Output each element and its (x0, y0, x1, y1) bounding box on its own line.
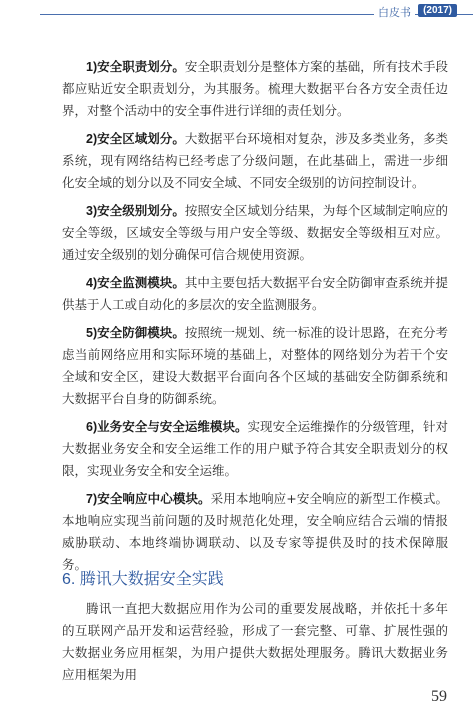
module-paragraph-2 (62, 128, 448, 194)
module-text: 实现安全运维操作的分级管理，针对大数据业务安全和安全运维工作的用户赋予符合其安全职责划分的权限，实现业务安全和安全运维。 (62, 419, 448, 478)
module-paragraph-5 (62, 322, 448, 410)
header-label: 白皮书 (374, 4, 415, 20)
module-paragraph-7 (62, 488, 448, 576)
module-heading: 1)安全职责划分。 (86, 60, 185, 74)
module-heading: 5)安全防御模块。 (86, 326, 185, 340)
section-body (62, 598, 448, 692)
module-paragraph-6 (62, 416, 448, 482)
module-heading: 7)安全响应中心模块。 (86, 492, 211, 506)
module-heading: 4)安全监测模块。 (86, 276, 185, 290)
module-paragraph-1 (62, 56, 448, 122)
page-number: 59 (431, 688, 447, 705)
module-heading: 2)安全区域划分。 (86, 132, 185, 146)
module-paragraph-3 (62, 200, 448, 266)
page-header (0, 0, 473, 30)
module-text: 大数据平台环境相对复杂，涉及多类业务，多类系统，现有网络结构已经考虑了分级问题，在此基础上，需进一步细化安全域的划分以及不同安全域、不同安全级别的访问控制设计。 (62, 131, 448, 190)
module-text: 按照统一规划、统一标准的设计思路，在充分考虑当前网络应用和实际环境的基础上，对整体的网络划分为若干个安全域和安全区，建设大数据平台面向各个区域的基础安全防御系统和大数据平台自身的防御系统。 (62, 325, 448, 406)
module-list (62, 56, 448, 582)
section-paragraph: 腾讯一直把大数据应用作为公司的重要发展战略，并依托十多年的互联网产品开发和运营经验，形成了一套完整、可靠、扩展性强的大数据业务应用框架，为用户提供大数据处理服务。腾讯大数据业务应用框架为用 (62, 601, 448, 682)
module-text: 按照安全区域划分结果，为每个区域制定响应的安全等级，区域安全等级与用户安全等级、数据安全等级相互对应。通过安全级别的划分确保可信合规使用资源。 (62, 203, 448, 262)
module-text: 采用本地响应+安全响应的新型工作模式。本地响应实现当前问题的及时规范化处理，安全响应结合云端的情报威胁联动、本地终端协调联动、以及专家等提供及时的技术保障服务。 (62, 491, 448, 572)
module-paragraph-4 (62, 272, 448, 316)
section-heading: 6. 腾讯大数据安全实践 (62, 571, 224, 588)
module-text: 安全职责划分是整体方案的基础，所有技术手段都应贴近安全职责划分，为其服务。梳理大数据平台各方安全责任边界，对整个活动中的安全事件进行详细的责任划分。 (62, 59, 448, 118)
header-year-badge: (2017) (418, 4, 457, 17)
module-text: 其中主要包括大数据平台安全防御审查系统并提供基于人工或自动化的多层次的安全监测服务。 (62, 275, 448, 312)
module-heading: 3)安全级别划分。 (86, 204, 185, 218)
module-heading: 6)业务安全与安全运维模块。 (86, 420, 248, 434)
